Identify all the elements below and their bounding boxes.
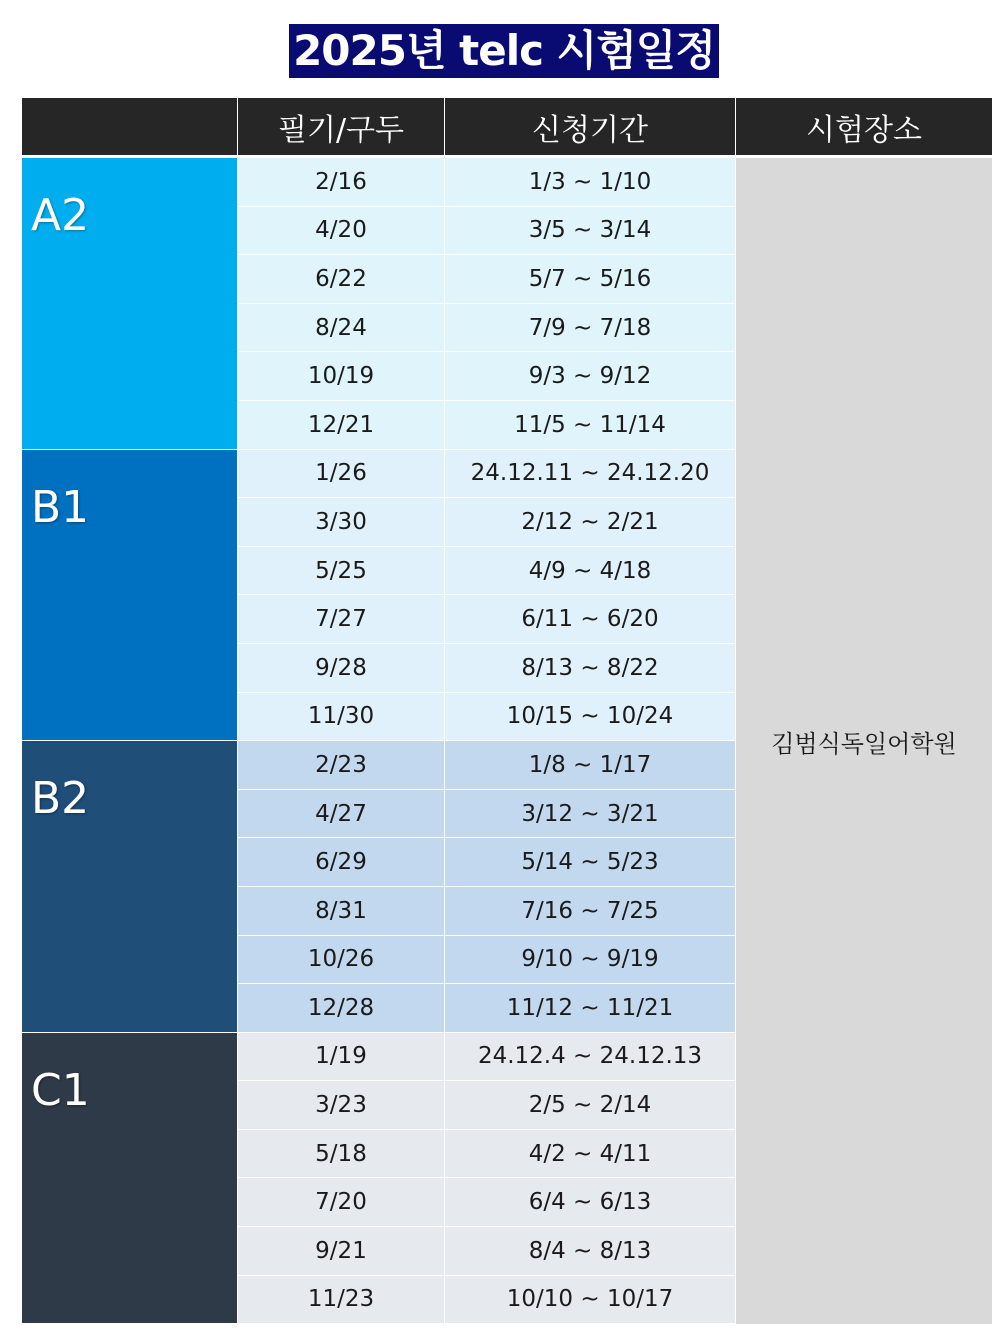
exam-date-cell: 8/31 <box>237 887 444 936</box>
application-period-cell: 3/12 ~ 3/21 <box>444 790 735 839</box>
application-period-cell: 11/5 ~ 11/14 <box>444 401 735 450</box>
exam-date-cell: 3/23 <box>237 1081 444 1130</box>
application-period-cell: 8/13 ~ 8/22 <box>444 644 735 693</box>
application-period-cell: 9/3 ~ 9/12 <box>444 352 735 401</box>
application-period-cell: 2/12 ~ 2/21 <box>444 498 735 547</box>
application-period-cell: 8/4 ~ 8/13 <box>444 1227 735 1276</box>
application-period-cell: 5/7 ~ 5/16 <box>444 255 735 304</box>
header-exam-location: 시험장소 <box>735 98 992 158</box>
exam-date-cell: 1/19 <box>237 1033 444 1082</box>
header-blank <box>22 98 237 158</box>
application-period-cell: 24.12.11 ~ 24.12.20 <box>444 450 735 499</box>
exam-date-cell: 9/28 <box>237 644 444 693</box>
application-period-cell: 7/9 ~ 7/18 <box>444 304 735 353</box>
application-period-cell: 6/4 ~ 6/13 <box>444 1178 735 1227</box>
exam-date-cell: 8/24 <box>237 304 444 353</box>
application-period-cell: 9/10 ~ 9/19 <box>444 936 735 985</box>
header-exam-date: 필기/구두 <box>237 98 444 158</box>
exam-date-cell: 3/30 <box>237 498 444 547</box>
schedule-table <box>22 98 992 1344</box>
application-period-cell: 4/2 ~ 4/11 <box>444 1130 735 1179</box>
application-period-cell: 1/3 ~ 1/10 <box>444 158 735 207</box>
application-period-cell: 24.12.4 ~ 24.12.13 <box>444 1033 735 1082</box>
exam-date-cell: 9/21 <box>237 1227 444 1276</box>
exam-date-cell: 6/22 <box>237 255 444 304</box>
level-label: B2 <box>22 741 237 1033</box>
application-period-cell: 10/10 ~ 10/17 <box>444 1276 735 1325</box>
application-period-cell: 1/8 ~ 1/17 <box>444 741 735 790</box>
application-period-cell: 3/5 ~ 3/14 <box>444 207 735 256</box>
exam-date-cell: 5/25 <box>237 547 444 596</box>
application-period-cell: 4/9 ~ 4/18 <box>444 547 735 596</box>
exam-date-cell: 2/23 <box>237 741 444 790</box>
exam-date-cell: 12/28 <box>237 984 444 1033</box>
application-period-cell: 10/15 ~ 10/24 <box>444 693 735 742</box>
exam-date-cell: 6/29 <box>237 838 444 887</box>
exam-date-cell: 11/23 <box>237 1276 444 1325</box>
exam-date-cell: 12/21 <box>237 401 444 450</box>
exam-date-cell: 7/27 <box>237 595 444 644</box>
title-wrapper <box>0 24 1008 78</box>
exam-date-cell: 7/20 <box>237 1178 444 1227</box>
level-label: B1 <box>22 450 237 742</box>
exam-date-cell: 4/20 <box>237 207 444 256</box>
header-application-period: 신청기간 <box>444 98 735 158</box>
exam-date-cell: 1/26 <box>237 450 444 499</box>
exam-date-cell: 2/16 <box>237 158 444 207</box>
exam-date-cell: 10/26 <box>237 936 444 985</box>
exam-date-cell: 11/30 <box>237 693 444 742</box>
level-label: C1 <box>22 1033 237 1325</box>
application-period-cell: 7/16 ~ 7/25 <box>444 887 735 936</box>
exam-date-cell: 5/18 <box>237 1130 444 1179</box>
application-period-cell: 6/11 ~ 6/20 <box>444 595 735 644</box>
application-period-cell: 2/5 ~ 2/14 <box>444 1081 735 1130</box>
exam-date-cell: 10/19 <box>237 352 444 401</box>
exam-location: 김범식독일어학원 <box>735 158 992 1324</box>
level-label: A2 <box>22 158 237 450</box>
exam-date-cell: 4/27 <box>237 790 444 839</box>
page-title: 2025년 telc 시험일정 <box>289 24 719 78</box>
application-period-cell: 5/14 ~ 5/23 <box>444 838 735 887</box>
application-period-cell: 11/12 ~ 11/21 <box>444 984 735 1033</box>
